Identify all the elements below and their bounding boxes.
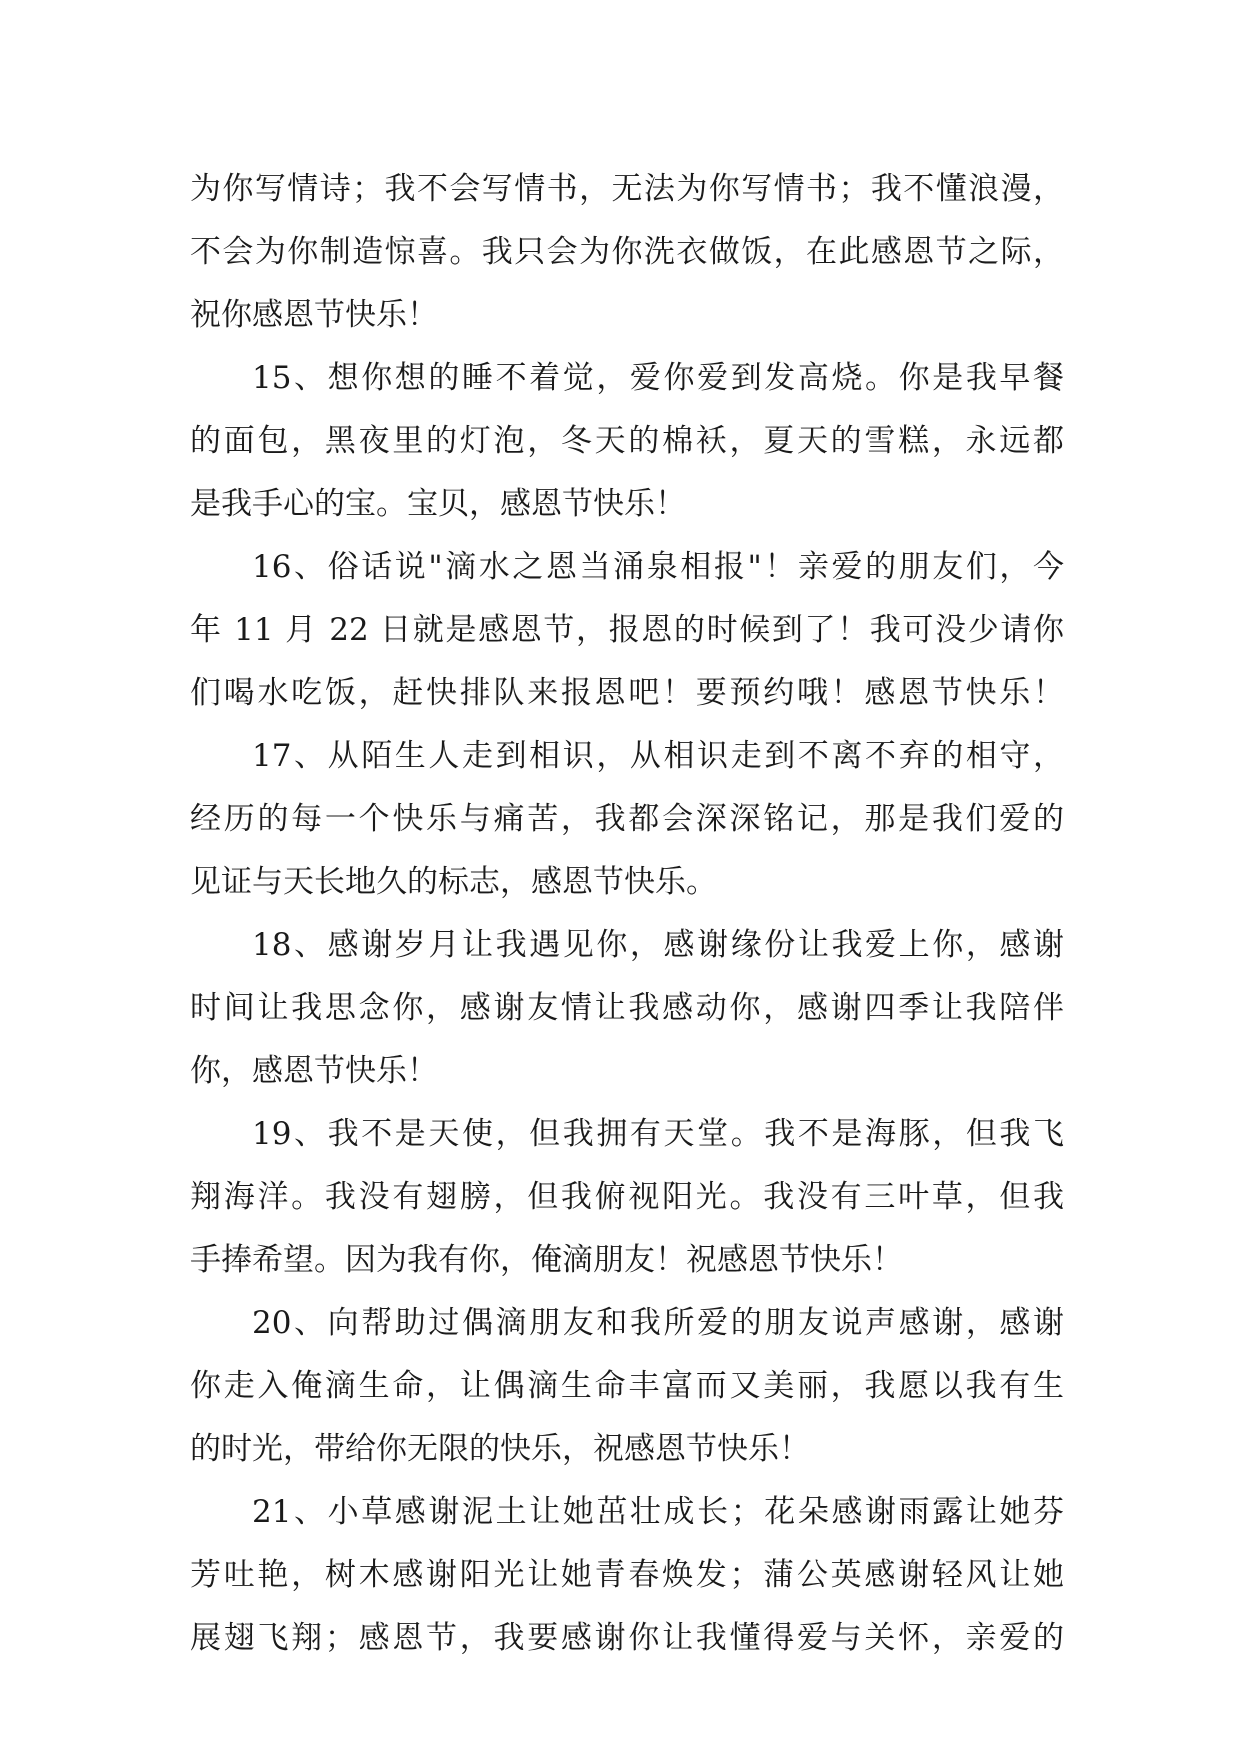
text-line: 祝你感恩节快乐！ bbox=[190, 297, 438, 333]
text-line: 手捧希望。因为我有你，俺滴朋友！祝感恩节快乐！ bbox=[190, 1242, 903, 1278]
text-line: 是我手心的宝。宝贝，感恩节快乐！ bbox=[190, 486, 686, 522]
text-line: 为你写情诗；我不会写情书，无法为你写情书；我不懂浪漫， bbox=[190, 171, 1064, 207]
document-page bbox=[190, 158, 1064, 1670]
paragraph-15 bbox=[190, 347, 1064, 536]
text-line: 见证与天长地久的标志，感恩节快乐。 bbox=[190, 864, 717, 900]
paragraph-19 bbox=[190, 1103, 1064, 1292]
paragraph-16 bbox=[190, 536, 1064, 725]
text-line: 展翅飞翔；感恩节，我要感谢你让我懂得爱与关怀，亲爱的 bbox=[190, 1620, 1064, 1656]
text-line: 们喝水吃饭，赶快排队来报恩吧！要预约哦！感恩节快乐！ bbox=[190, 675, 1064, 711]
paragraph-17 bbox=[190, 725, 1064, 914]
text-line: 18、感谢岁月让我遇见你，感谢缘份让我爱上你，感谢 bbox=[252, 927, 1064, 963]
text-line: 17、从陌生人走到相识，从相识走到不离不弃的相守， bbox=[252, 738, 1064, 774]
text-line: 15、想你想的睡不着觉，爱你爱到发高烧。你是我早餐 bbox=[252, 360, 1064, 396]
text-line: 芳吐艳，树木感谢阳光让她青春焕发；蒲公英感谢轻风让她 bbox=[190, 1557, 1064, 1593]
paragraph-21 bbox=[190, 1481, 1064, 1670]
text-line: 时间让我思念你，感谢友情让我感动你，感谢四季让我陪伴 bbox=[190, 990, 1064, 1026]
text-line: 不会为你制造惊喜。我只会为你洗衣做饭，在此感恩节之际， bbox=[190, 234, 1064, 270]
paragraph-20 bbox=[190, 1292, 1064, 1481]
text-line: 你，感恩节快乐！ bbox=[190, 1053, 438, 1089]
text-line: 16、俗话说"滴水之恩当涌泉相报"！亲爱的朋友们，今 bbox=[252, 549, 1064, 585]
text-line: 你走入俺滴生命，让偶滴生命丰富而又美丽，我愿以我有生 bbox=[190, 1368, 1064, 1404]
paragraph-14-continued bbox=[190, 158, 1064, 347]
text-line: 21、小草感谢泥土让她茁壮成长；花朵感谢雨露让她芬 bbox=[252, 1494, 1064, 1530]
text-line: 年 11 月 22 日就是感恩节，报恩的时候到了！我可没少请你 bbox=[190, 612, 1064, 648]
text-line: 19、我不是天使，但我拥有天堂。我不是海豚，但我飞 bbox=[252, 1116, 1064, 1152]
text-line: 经历的每一个快乐与痛苦，我都会深深铭记，那是我们爱的 bbox=[190, 801, 1064, 837]
text-line: 的面包，黑夜里的灯泡，冬天的棉袄，夏天的雪糕，永远都 bbox=[190, 423, 1064, 459]
text-line: 20、向帮助过偶滴朋友和我所爱的朋友说声感谢，感谢 bbox=[252, 1305, 1064, 1341]
text-line: 翔海洋。我没有翅膀，但我俯视阳光。我没有三叶草，但我 bbox=[190, 1179, 1064, 1215]
paragraph-18 bbox=[190, 914, 1064, 1103]
text-line: 的时光，带给你无限的快乐，祝感恩节快乐！ bbox=[190, 1431, 810, 1467]
